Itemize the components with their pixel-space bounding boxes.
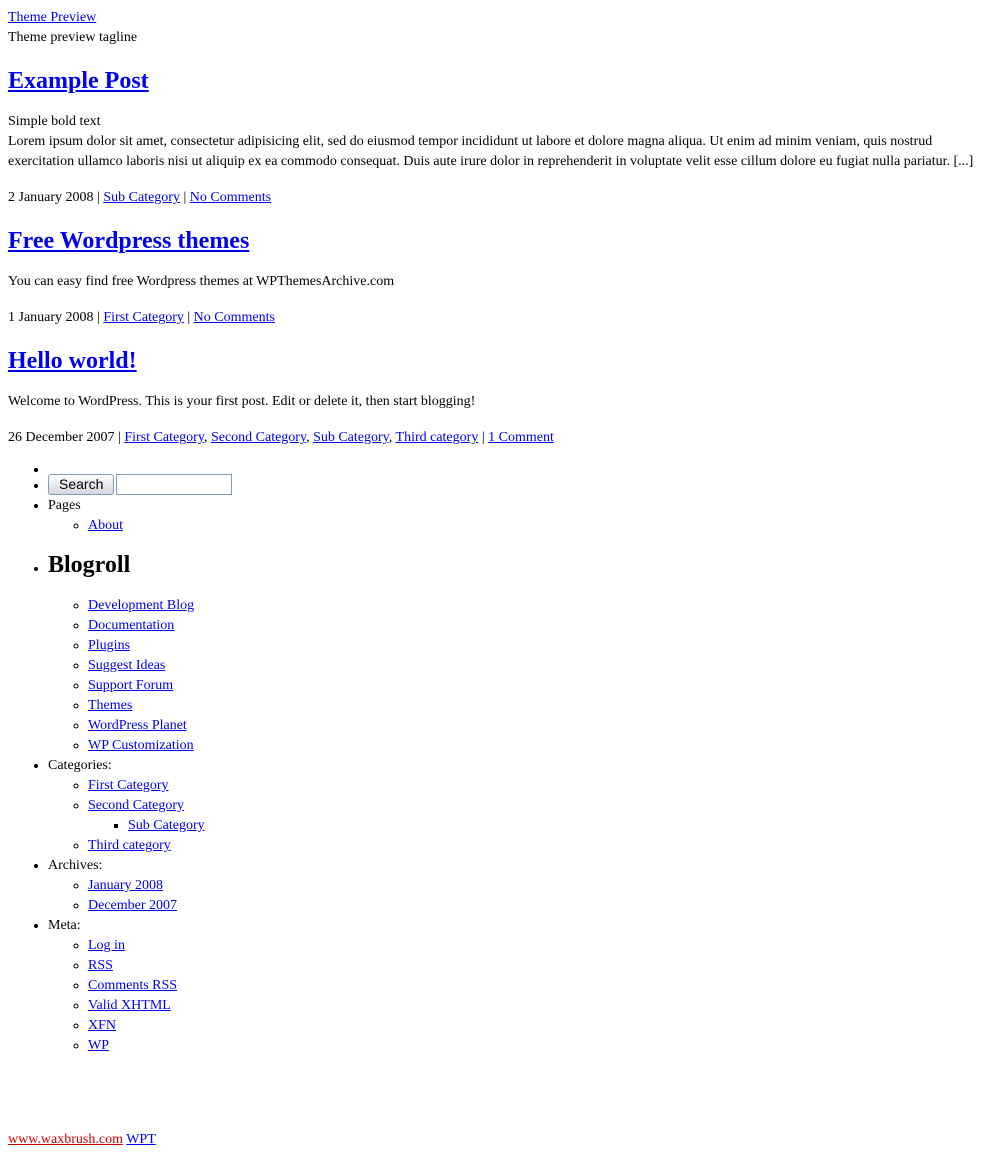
footer-brand-link[interactable]: www.waxbrush.com	[8, 1132, 123, 1147]
list-item	[88, 976, 999, 996]
post	[8, 346, 999, 448]
list-item	[88, 736, 999, 756]
post-meta: 1 January 2008 | First Category | No Comments	[8, 310, 275, 325]
subcategories-list	[88, 816, 999, 836]
categories-list	[48, 776, 999, 856]
meta-link-xfn[interactable]: XFN	[88, 1018, 117, 1033]
blogroll-list	[48, 596, 999, 756]
archives-heading: Archives:	[48, 858, 103, 873]
meta-widget	[48, 916, 999, 1056]
search-form	[48, 472, 999, 496]
list-item	[88, 656, 999, 676]
post-title-link[interactable]: Example Post	[8, 68, 149, 94]
footer	[8, 1130, 156, 1150]
post-category-link[interactable]: Third category	[395, 430, 479, 445]
list-item	[88, 676, 999, 696]
meta-link-login[interactable]: Log in	[88, 938, 125, 953]
blogroll-link[interactable]: Documentation	[88, 618, 175, 633]
post-comments-link[interactable]: 1 Comment	[488, 430, 554, 445]
page	[8, 8, 999, 1056]
list-item	[88, 996, 999, 1016]
meta-list	[48, 936, 999, 1056]
post-bold-text: Simple bold text	[8, 114, 101, 129]
post-title-link[interactable]: Hello world!	[8, 348, 137, 374]
blogroll-link[interactable]: Themes	[88, 698, 133, 713]
site-tagline: Theme preview tagline	[8, 30, 138, 45]
post-title	[8, 226, 999, 256]
post-title-link[interactable]: Free Wordpress themes	[8, 228, 250, 254]
list-item	[88, 936, 999, 956]
category-link[interactable]: Third category	[88, 838, 171, 853]
list-item	[88, 836, 999, 856]
search-input[interactable]	[116, 474, 232, 495]
search-button[interactable]: • Search	[48, 474, 114, 495]
blogroll-widget	[48, 536, 999, 756]
blogroll-link[interactable]: WP Customization	[88, 738, 194, 753]
post-content	[8, 392, 999, 412]
pages-list	[48, 516, 999, 536]
list-item	[88, 636, 999, 656]
list-item	[88, 776, 999, 796]
meta-link-valid-xhtml[interactable]: Valid XHTML	[88, 998, 171, 1013]
archives-widget	[48, 856, 999, 916]
meta-link-wp[interactable]: WP	[88, 1038, 109, 1053]
archive-link[interactable]: January 2008	[88, 878, 164, 893]
meta-link-rss[interactable]: RSS	[88, 958, 113, 973]
blogroll-link[interactable]: WordPress Planet	[88, 718, 187, 733]
post-meta: 2 January 2008 | Sub Category | No Comments	[8, 190, 272, 205]
post-category-link[interactable]: First Category	[124, 430, 204, 445]
footer-wpt-link[interactable]: WPT	[126, 1132, 156, 1147]
list-item	[128, 816, 999, 836]
list-item	[88, 796, 999, 836]
category-link[interactable]: Second Category	[88, 798, 185, 813]
post-content	[8, 112, 999, 172]
list-item	[88, 1016, 999, 1036]
list-item	[88, 596, 999, 616]
list-item	[88, 896, 999, 916]
post-excerpt: You can easy find free Wordpress themes at WPThemesArchive.com	[8, 274, 395, 289]
list-item	[88, 716, 999, 736]
post-excerpt: Lorem ipsum dolor sit amet, consectetur adipisicing elit, sed do eiusmod tempor incididunt ut labore et dolore magna aliqua. Ut enim ad minim veniam, quis nostrud exercitation ullamco laboris nisi ut aliquip ex ea commodo consequat. Duis aute irure dolor in reprehenderit in voluptate velit esse cillum dolore eu fugiat nulla pariatur. [...]	[8, 134, 974, 169]
blogroll-link[interactable]: Development Blog	[88, 598, 195, 613]
list-item	[88, 696, 999, 716]
page-link-about[interactable]: About	[88, 518, 123, 533]
post-category-link[interactable]: Second Category	[210, 430, 307, 445]
pages-heading: Pages	[48, 498, 81, 513]
blogroll-link[interactable]: Suggest Ideas	[88, 658, 166, 673]
post-date: 1 January 2008	[8, 310, 94, 325]
meta-heading: Meta:	[48, 918, 81, 933]
post-date: 26 December 2007	[8, 430, 115, 445]
categories-heading: Categories:	[48, 758, 112, 773]
pages-widget	[48, 496, 999, 536]
list-item	[88, 876, 999, 896]
site-title-link[interactable]: Theme Preview	[8, 10, 97, 25]
post-excerpt: Welcome to WordPress. This is your first post. Edit or delete it, then start blogging!	[8, 394, 476, 409]
post-content	[8, 272, 999, 292]
sidebar	[8, 460, 999, 1056]
list-item	[88, 516, 999, 536]
post-comments-link[interactable]: No Comments	[189, 190, 272, 205]
blogroll-link[interactable]: Support Forum	[88, 678, 174, 693]
blogroll-heading: Blogroll	[48, 552, 131, 578]
meta-link-comments-rss[interactable]: Comments RSS	[88, 978, 178, 993]
post-title	[8, 66, 999, 96]
post-meta: 26 December 2007 | First Category, Second Category, Sub Category, Third category | 1 Comment	[8, 430, 554, 445]
post	[8, 66, 999, 208]
categories-widget	[48, 756, 999, 856]
archives-list	[48, 876, 999, 916]
list-item	[88, 1036, 999, 1056]
list-item	[88, 616, 999, 636]
post	[8, 226, 999, 328]
post-category-link[interactable]: Sub Category	[103, 190, 180, 205]
archive-link[interactable]: December 2007	[88, 898, 178, 913]
post-category-link[interactable]: Sub Category	[313, 430, 389, 445]
post-comments-link[interactable]: No Comments	[193, 310, 275, 325]
search-widget	[48, 472, 999, 496]
post-title	[8, 346, 999, 376]
blogroll-link[interactable]: Plugins	[88, 638, 131, 653]
list-item	[88, 956, 999, 976]
category-link[interactable]: First Category	[88, 778, 169, 793]
category-link[interactable]: Sub Category	[128, 818, 205, 833]
post-date: 2 January 2008	[8, 190, 94, 205]
post-category-link[interactable]: First Category	[103, 310, 184, 325]
